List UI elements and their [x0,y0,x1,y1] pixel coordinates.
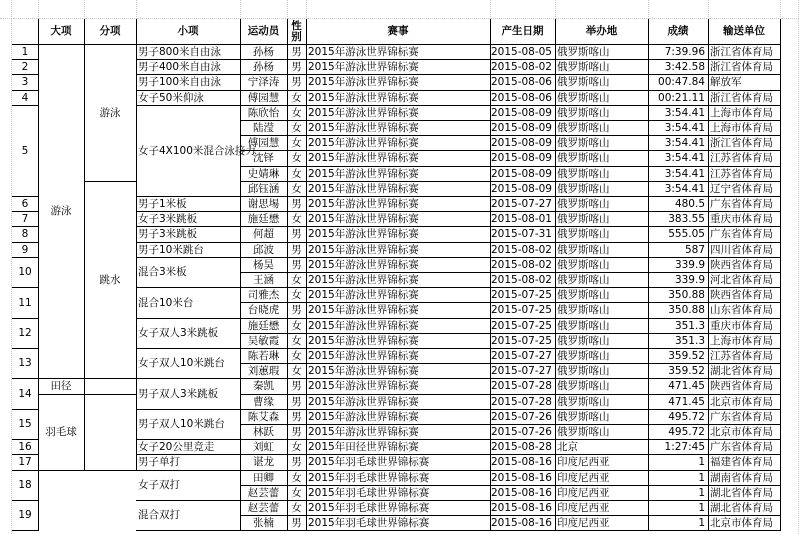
major-cell: 田径 [38,379,85,395]
event-cell: 男子10米跳台 [136,243,241,258]
venue-cell: 俄罗斯喀山 [555,395,649,410]
unit-cell: 浙江省体育局 [708,45,781,60]
gender-cell: 女 [287,288,307,303]
athlete-cell: 刘虹 [240,440,288,455]
gender-cell: 女 [287,106,307,121]
header-unit: 输送单位 [708,19,781,45]
row-number: 9 [12,243,39,258]
unit-cell: 重庆市体育局 [708,212,781,227]
unit-cell: 浙江省体育局 [708,60,781,75]
header-event: 小项 [136,19,241,45]
date-cell: 2015-07-25 [490,303,556,319]
gender-cell: 男 [287,60,307,75]
venue-cell: 俄罗斯喀山 [555,349,649,364]
select-all-corner[interactable] [0,0,12,19]
athlete-cell: 史婧琳 [240,167,288,182]
gender-cell: 女 [287,334,307,349]
branch-cell [84,379,137,395]
venue-cell: 俄罗斯喀山 [555,364,649,379]
grid-top-cell[interactable] [307,0,491,19]
row-number: 16 [12,440,39,455]
venue-cell: 俄罗斯喀山 [555,91,649,106]
competition-cell: 2015年游泳世界锦标赛 [306,136,491,151]
athlete-cell: 陈艾森 [240,410,288,425]
athlete-cell: 台晓虎 [240,303,288,319]
result-cell: 3:54.41 [648,182,709,197]
venue-cell: 印度尼西亚 [555,471,649,486]
unit-cell: 解放军 [708,75,781,91]
date-cell: 2015-07-28 [490,395,556,410]
venue-cell: 俄罗斯喀山 [555,379,649,395]
gender-cell: 女 [287,319,307,334]
date-cell: 2015-08-01 [490,212,556,227]
branch-cell [84,395,137,471]
competition-cell: 2015年游泳世界锦标赛 [306,227,491,243]
branch-cell: 跳水 [84,182,137,379]
date-cell: 2015-08-09 [490,121,556,136]
date-cell: 2015-08-02 [490,273,556,288]
result-cell: 359.52 [648,364,709,379]
gender-cell: 女 [287,151,307,167]
date-cell: 2015-08-05 [490,45,556,60]
header-venue: 举办地 [555,19,649,45]
venue-cell: 俄罗斯喀山 [555,167,649,182]
row-number: 19 [12,501,39,531]
competition-cell: 2015年游泳世界锦标赛 [306,106,491,121]
date-cell: 2015-08-02 [490,243,556,258]
event-cell: 女子双人10米跳台 [136,349,241,379]
major-cell: 羽毛球 [38,395,85,471]
venue-cell: 印度尼西亚 [555,501,649,516]
athlete-cell: 施廷懋 [240,212,288,227]
gender-cell: 男 [287,75,307,91]
competition-cell: 2015年游泳世界锦标赛 [306,379,491,395]
gender-cell: 男 [287,395,307,410]
result-cell: 495.72 [648,425,709,440]
athlete-cell: 吴敏霞 [240,334,288,349]
gender-cell: 女 [287,486,307,501]
athlete-cell: 邱钰涵 [240,182,288,197]
venue-cell: 俄罗斯喀山 [555,258,649,273]
unit-cell: 辽宁省体育局 [708,182,781,197]
result-cell: 555.05 [648,227,709,243]
date-cell: 2015-08-28 [490,440,556,455]
result-cell: 359.52 [648,349,709,364]
gender-cell: 男 [287,516,307,531]
date-cell: 2015-08-16 [490,486,556,501]
grid-top-cell[interactable] [241,0,288,19]
date-cell: 2015-07-27 [490,349,556,364]
date-cell: 2015-07-28 [490,379,556,395]
gender-cell: 男 [287,379,307,395]
date-cell: 2015-08-09 [490,106,556,121]
unit-cell: 广东省体育局 [708,227,781,243]
gender-cell: 女 [287,182,307,197]
competition-cell: 2015年羽毛球世界锦标赛 [306,501,491,516]
date-cell: 2015-07-26 [490,425,556,440]
grid-left-margin[interactable] [0,19,12,534]
competition-cell: 2015年游泳世界锦标赛 [306,91,491,106]
result-cell: 1 [648,486,709,501]
date-cell: 2015-08-09 [490,167,556,182]
competition-cell: 2015年田径世界锦标赛 [306,440,491,455]
date-cell: 2015-08-16 [490,471,556,486]
competition-cell: 2015年羽毛球世界锦标赛 [306,516,491,531]
row-number: 13 [12,349,39,379]
gender-cell: 男 [287,227,307,243]
athlete-cell: 傅园慧 [240,91,288,106]
result-cell: 471.45 [648,395,709,410]
date-cell: 2015-07-25 [490,334,556,349]
competition-cell: 2015年游泳世界锦标赛 [306,197,491,212]
unit-cell: 江苏省体育局 [708,167,781,182]
branch-cell: 游泳 [84,45,137,182]
competition-cell: 2015年游泳世界锦标赛 [306,243,491,258]
result-cell: 1 [648,501,709,516]
venue-cell: 俄罗斯喀山 [555,60,649,75]
unit-cell: 福建省体育局 [708,455,781,471]
athlete-cell: 秦凯 [240,379,288,395]
date-cell: 2015-08-16 [490,501,556,516]
gender-cell: 男 [287,455,307,471]
venue-cell: 俄罗斯喀山 [555,182,649,197]
unit-cell: 上海市体育局 [708,106,781,121]
unit-cell: 江苏省体育局 [708,151,781,167]
result-cell: 7:39.96 [648,45,709,60]
row-number: 1 [12,45,39,60]
athlete-cell: 陈欣怡 [240,106,288,121]
athlete-cell: 刘蕙瑕 [240,364,288,379]
unit-cell: 北京市体育局 [708,425,781,440]
unit-cell: 广东省体育局 [708,440,781,455]
venue-cell: 印度尼西亚 [555,455,649,471]
unit-cell: 陕西省体育局 [708,258,781,273]
event-cell: 女子4X100米混合泳接力 [136,106,241,197]
major-cell: 游泳 [38,45,85,379]
event-cell: 男子3米跳板 [136,227,241,243]
gender-cell: 女 [287,471,307,486]
competition-cell: 2015年游泳世界锦标赛 [306,212,491,227]
venue-cell: 俄罗斯喀山 [555,410,649,425]
athlete-cell: 施廷懋 [240,319,288,334]
result-cell: 495.72 [648,410,709,425]
result-cell: 3:54.41 [648,121,709,136]
result-cell: 351.3 [648,319,709,334]
venue-cell: 俄罗斯喀山 [555,212,649,227]
unit-cell: 湖北省体育局 [708,364,781,379]
result-cell: 1:27:45 [648,440,709,455]
unit-cell: 陕西省体育局 [708,379,781,395]
athlete-cell: 孙杨 [240,45,288,60]
grid-top-cell[interactable] [39,0,85,19]
competition-cell: 2015年游泳世界锦标赛 [306,60,491,75]
result-cell: 587 [648,243,709,258]
gender-cell: 女 [287,440,307,455]
unit-cell: 广东省体育局 [708,410,781,425]
event-cell: 混合10米台 [136,288,241,319]
venue-cell: 印度尼西亚 [555,486,649,501]
venue-cell: 俄罗斯喀山 [555,151,649,167]
event-cell: 男子400米自由泳 [136,60,241,75]
venue-cell: 北京 [555,440,649,455]
date-cell: 2015-08-02 [490,60,556,75]
row-number: 4 [12,91,39,106]
competition-cell: 2015年游泳世界锦标赛 [306,167,491,182]
competition-cell: 2015年游泳世界锦标赛 [306,75,491,91]
unit-cell: 四川省体育局 [708,243,781,258]
grid-top-cell[interactable] [85,0,137,19]
header-date: 产生日期 [490,19,556,45]
result-cell: 351.3 [648,334,709,349]
date-cell: 2015-08-16 [490,516,556,531]
venue-cell: 俄罗斯喀山 [555,273,649,288]
competition-cell: 2015年游泳世界锦标赛 [306,121,491,136]
athlete-cell: 王涵 [240,273,288,288]
row-number: 18 [12,471,39,501]
unit-cell: 浙江省体育局 [708,136,781,151]
athlete-cell: 沈铎 [240,151,288,167]
header-result: 成绩 [648,19,709,45]
date-cell: 2015-08-16 [490,455,556,471]
venue-cell: 俄罗斯喀山 [555,121,649,136]
row-number: 5 [12,106,39,197]
gender-cell: 男 [287,258,307,273]
competition-cell: 2015年游泳世界锦标赛 [306,334,491,349]
date-cell: 2015-08-02 [490,258,556,273]
gender-cell: 男 [287,303,307,319]
unit-cell: 浙江省体育局 [708,91,781,106]
row-number: 12 [12,319,39,349]
competition-cell: 2015年游泳世界锦标赛 [306,364,491,379]
result-cell: 1 [648,471,709,486]
unit-cell: 重庆市体育局 [708,319,781,334]
result-cell: 3:42.58 [648,60,709,75]
header-major: 大项 [38,19,85,45]
row-number: 6 [12,197,39,212]
event-cell: 女子双人3米跳板 [136,319,241,349]
event-cell: 男子800米自由泳 [136,45,241,60]
gender-cell: 男 [287,45,307,60]
result-cell: 3:54.41 [648,151,709,167]
date-cell: 2015-07-27 [490,197,556,212]
venue-cell: 俄罗斯喀山 [555,45,649,60]
venue-cell: 俄罗斯喀山 [555,136,649,151]
row-number: 3 [12,75,39,91]
gender-cell: 女 [287,136,307,151]
result-cell: 3:54.41 [648,106,709,121]
event-cell: 男子1米板 [136,197,241,212]
competition-cell: 2015年游泳世界锦标赛 [306,182,491,197]
event-cell: 女子50米仰泳 [136,91,241,106]
grid-top-cell[interactable] [556,0,649,19]
result-cell: 350.88 [648,288,709,303]
grid-top-cell[interactable] [491,0,556,19]
result-cell: 3:54.41 [648,167,709,182]
competition-cell: 2015年游泳世界锦标赛 [306,425,491,440]
gender-cell: 女 [287,273,307,288]
athlete-cell: 赵芸蕾 [240,486,288,501]
event-cell: 女子20公里竞走 [136,440,241,455]
gender-cell: 女 [287,167,307,182]
competition-cell: 2015年游泳世界锦标赛 [306,410,491,425]
athlete-cell: 张楠 [240,516,288,531]
row-number: 10 [12,258,39,288]
gender-cell: 男 [287,410,307,425]
unit-cell: 湖北省体育局 [708,486,781,501]
venue-cell: 俄罗斯喀山 [555,227,649,243]
venue-cell: 俄罗斯喀山 [555,334,649,349]
result-cell: 3:54.41 [648,136,709,151]
venue-cell: 俄罗斯喀山 [555,197,649,212]
grid-top-cell[interactable] [137,0,241,19]
unit-cell: 湖南省体育局 [708,471,781,486]
date-cell: 2015-08-06 [490,75,556,91]
event-cell: 女子双打 [136,471,241,501]
athlete-cell: 谢思埸 [240,197,288,212]
row-number: 7 [12,212,39,227]
grid-top-cell[interactable] [13,0,39,19]
row-number: 8 [12,227,39,243]
gender-cell: 女 [287,121,307,136]
gender-cell: 女 [287,349,307,364]
date-cell: 2015-08-09 [490,151,556,167]
competition-cell: 2015年游泳世界锦标赛 [306,258,491,273]
unit-cell: 上海市体育局 [708,121,781,136]
unit-cell: 江苏省体育局 [708,349,781,364]
unit-cell: 河北省体育局 [708,273,781,288]
gender-cell: 女 [287,212,307,227]
athlete-cell: 陆滢 [240,121,288,136]
event-cell: 混合3米板 [136,258,241,288]
gender-cell: 男 [287,243,307,258]
unit-cell: 山东省体育局 [708,303,781,319]
athlete-cell: 曹缘 [240,395,288,410]
competition-cell: 2015年游泳世界锦标赛 [306,45,491,60]
date-cell: 2015-07-26 [490,410,556,425]
gender-cell: 女 [287,91,307,106]
athlete-cell: 田卿 [240,471,288,486]
unit-cell: 湖北省体育局 [708,501,781,516]
row-number: 17 [12,455,39,471]
event-cell: 男子100米自由泳 [136,75,241,91]
athlete-cell: 杨昊 [240,258,288,273]
grid-top-cell[interactable] [709,0,781,19]
unit-cell: 广东省体育局 [708,197,781,212]
competition-cell: 2015年游泳世界锦标赛 [306,288,491,303]
event-cell: 男子双人3米跳板 [136,379,241,410]
gender-cell: 男 [287,197,307,212]
athlete-cell: 宁泽涛 [240,75,288,91]
header-branch: 分项 [84,19,137,45]
header-gender: 性别 [287,19,307,45]
date-cell: 2015-07-25 [490,288,556,303]
event-cell: 混合双打 [136,501,241,531]
row-number: 15 [12,410,39,440]
competition-cell: 2015年游泳世界锦标赛 [306,395,491,410]
venue-cell: 俄罗斯喀山 [555,75,649,91]
venue-cell: 俄罗斯喀山 [555,319,649,334]
athlete-cell: 傅园慧 [240,136,288,151]
competition-cell: 2015年游泳世界锦标赛 [306,273,491,288]
header-athlete: 运动员 [240,19,288,45]
header-idx [12,19,39,45]
gender-cell: 女 [287,501,307,516]
athlete-cell: 何超 [240,227,288,243]
date-cell: 2015-07-31 [490,227,556,243]
result-cell: 383.55 [648,212,709,227]
competition-cell: 2015年羽毛球世界锦标赛 [306,455,491,471]
grid-top-cell[interactable] [649,0,709,19]
result-cell: 350.88 [648,303,709,319]
athlete-cell: 赵芸蕾 [240,501,288,516]
competition-cell: 2015年游泳世界锦标赛 [306,349,491,364]
date-cell: 2015-08-09 [490,182,556,197]
result-cell: 471.45 [648,379,709,395]
result-cell: 339.9 [648,258,709,273]
date-cell: 2015-07-25 [490,319,556,334]
result-cell: 339.9 [648,273,709,288]
event-cell: 女子3米跳板 [136,212,241,227]
venue-cell: 俄罗斯喀山 [555,288,649,303]
row-number: 2 [12,60,39,75]
athlete-cell: 孙杨 [240,60,288,75]
athlete-cell: 邱波 [240,243,288,258]
date-cell: 2015-08-09 [490,136,556,151]
venue-cell: 俄罗斯喀山 [555,106,649,121]
athlete-cell: 陈若琳 [240,349,288,364]
result-cell: 1 [648,455,709,471]
competition-cell: 2015年游泳世界锦标赛 [306,303,491,319]
date-cell: 2015-07-27 [490,364,556,379]
competition-cell: 2015年游泳世界锦标赛 [306,151,491,167]
gender-cell: 男 [287,425,307,440]
event-cell: 男子双人10米跳台 [136,410,241,440]
grid-top-cell[interactable] [781,0,799,19]
competition-cell: 2015年羽毛球世界锦标赛 [306,471,491,486]
gender-cell: 女 [287,364,307,379]
result-cell: 00:47.84 [648,75,709,91]
unit-cell: 陕西省体育局 [708,288,781,303]
unit-cell: 上海市体育局 [708,334,781,349]
row-number: 11 [12,288,39,319]
athlete-cell: 司雅杰 [240,288,288,303]
header-competition: 赛事 [306,19,491,45]
competition-cell: 2015年游泳世界锦标赛 [306,319,491,334]
athlete-cell: 谌龙 [240,455,288,471]
competition-cell: 2015年羽毛球世界锦标赛 [306,486,491,501]
unit-cell: 北京市体育局 [708,516,781,531]
unit-cell: 北京市体育局 [708,395,781,410]
grid-top-cell[interactable] [288,0,307,19]
athlete-cell: 林跃 [240,425,288,440]
result-cell: 480.5 [648,197,709,212]
venue-cell: 俄罗斯喀山 [555,243,649,258]
venue-cell: 俄罗斯喀山 [555,425,649,440]
result-cell: 1 [648,516,709,531]
event-cell: 男子单打 [136,455,241,471]
venue-cell: 印度尼西亚 [555,516,649,531]
row-number: 14 [12,379,39,410]
grid-right-margin[interactable] [781,19,799,534]
result-cell: 00:21.11 [648,91,709,106]
date-cell: 2015-08-06 [490,91,556,106]
venue-cell: 俄罗斯喀山 [555,303,649,319]
